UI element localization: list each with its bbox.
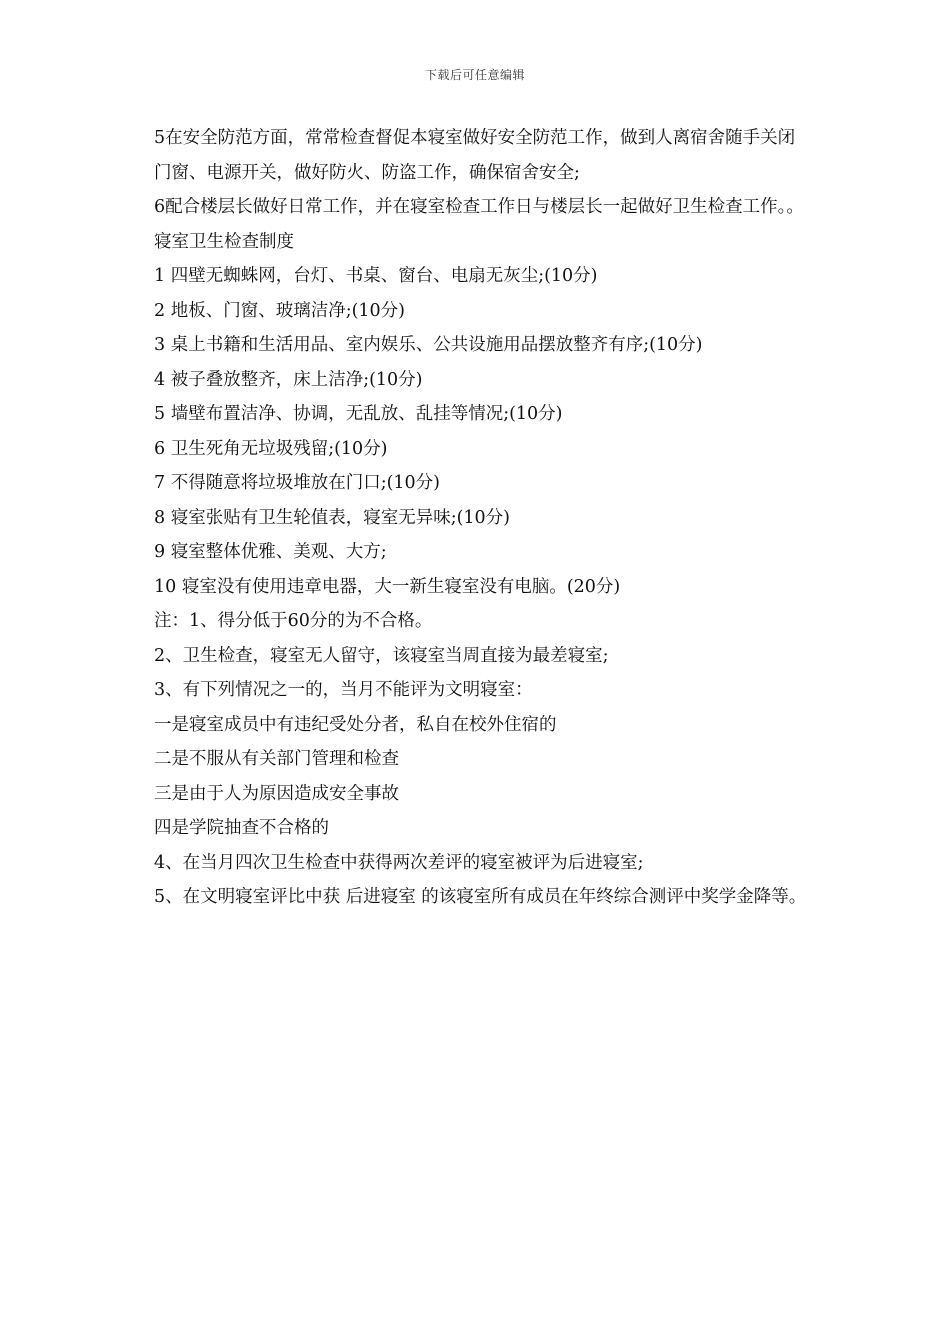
list-item: 6 卫生死角无垃圾残留;(10分) (154, 438, 388, 459)
list-item: 10 寝室没有使用违章电器，大一新生寝室没有电脑。(20分) (154, 576, 621, 597)
sub-item: 三是由于人为原因造成安全事故 (154, 783, 399, 804)
list-item: 4 被子叠放整齐，床上洁净;(10分) (154, 369, 423, 390)
page-header: 下载后可任意编辑 (424, 68, 525, 82)
list-item: 9 寝室整体优雅、美观、大方; (154, 542, 387, 562)
note-item: 4、在当月四次卫生检查中获得两次差评的寝室被评为后进寝室; (154, 852, 644, 873)
paragraph: 5在安全防范方面，常常检查督促本寝室做好安全防范工作，做到人离宿舍随手关闭门窗、电源开关，做好防火、防盗工作，确保宿舍安全; (154, 128, 796, 183)
note-item: 注：1、得分低于60分的为不合格。 (154, 611, 433, 631)
note-item: 5、在文明寝室评比中获 后进寝室 的该寝室所有成员在年终综合测评中奖学金降等。 (154, 887, 807, 907)
note-item: 3、有下列情况之一的，当月不能评为文明寝室： (154, 680, 533, 700)
list-item: 8 寝室张贴有卫生轮值表，寝室无异味;(10分) (154, 507, 511, 528)
sub-item: 一是寝室成员中有违纪受处分者，私自在校外住宿的 (154, 714, 557, 735)
list-item: 5 墙壁布置洁净、协调，无乱放、乱挂等情况;(10分) (154, 404, 563, 424)
sub-item: 二是不服从有关部门管理和检查 (154, 749, 399, 769)
sub-item: 四是学院抽查不合格的 (154, 818, 329, 838)
section-heading: 寝室卫生检查制度 (154, 231, 294, 252)
list-item: 1 四壁无蜘蛛网，台灯、书桌、窗台、电扇无灰尘;(10分) (154, 266, 598, 286)
list-item: 2 地板、门窗、玻璃洁净;(10分) (154, 300, 406, 321)
paragraph: 6配合楼层长做好日常工作，并在寝室检查工作日与楼层长一起做好卫生检查工作。。 (154, 197, 804, 217)
list-item: 3 桌上书籍和生活用品、室内娱乐、公共设施用品摆放整齐有序;(10分) (154, 335, 703, 355)
document-body (145, 121, 810, 915)
list-item: 7 不得随意将垃圾堆放在门口;(10分) (154, 473, 441, 493)
note-item: 2、卫生检查，寝室无人留守，该寝室当周直接为最差寝室; (154, 645, 609, 666)
